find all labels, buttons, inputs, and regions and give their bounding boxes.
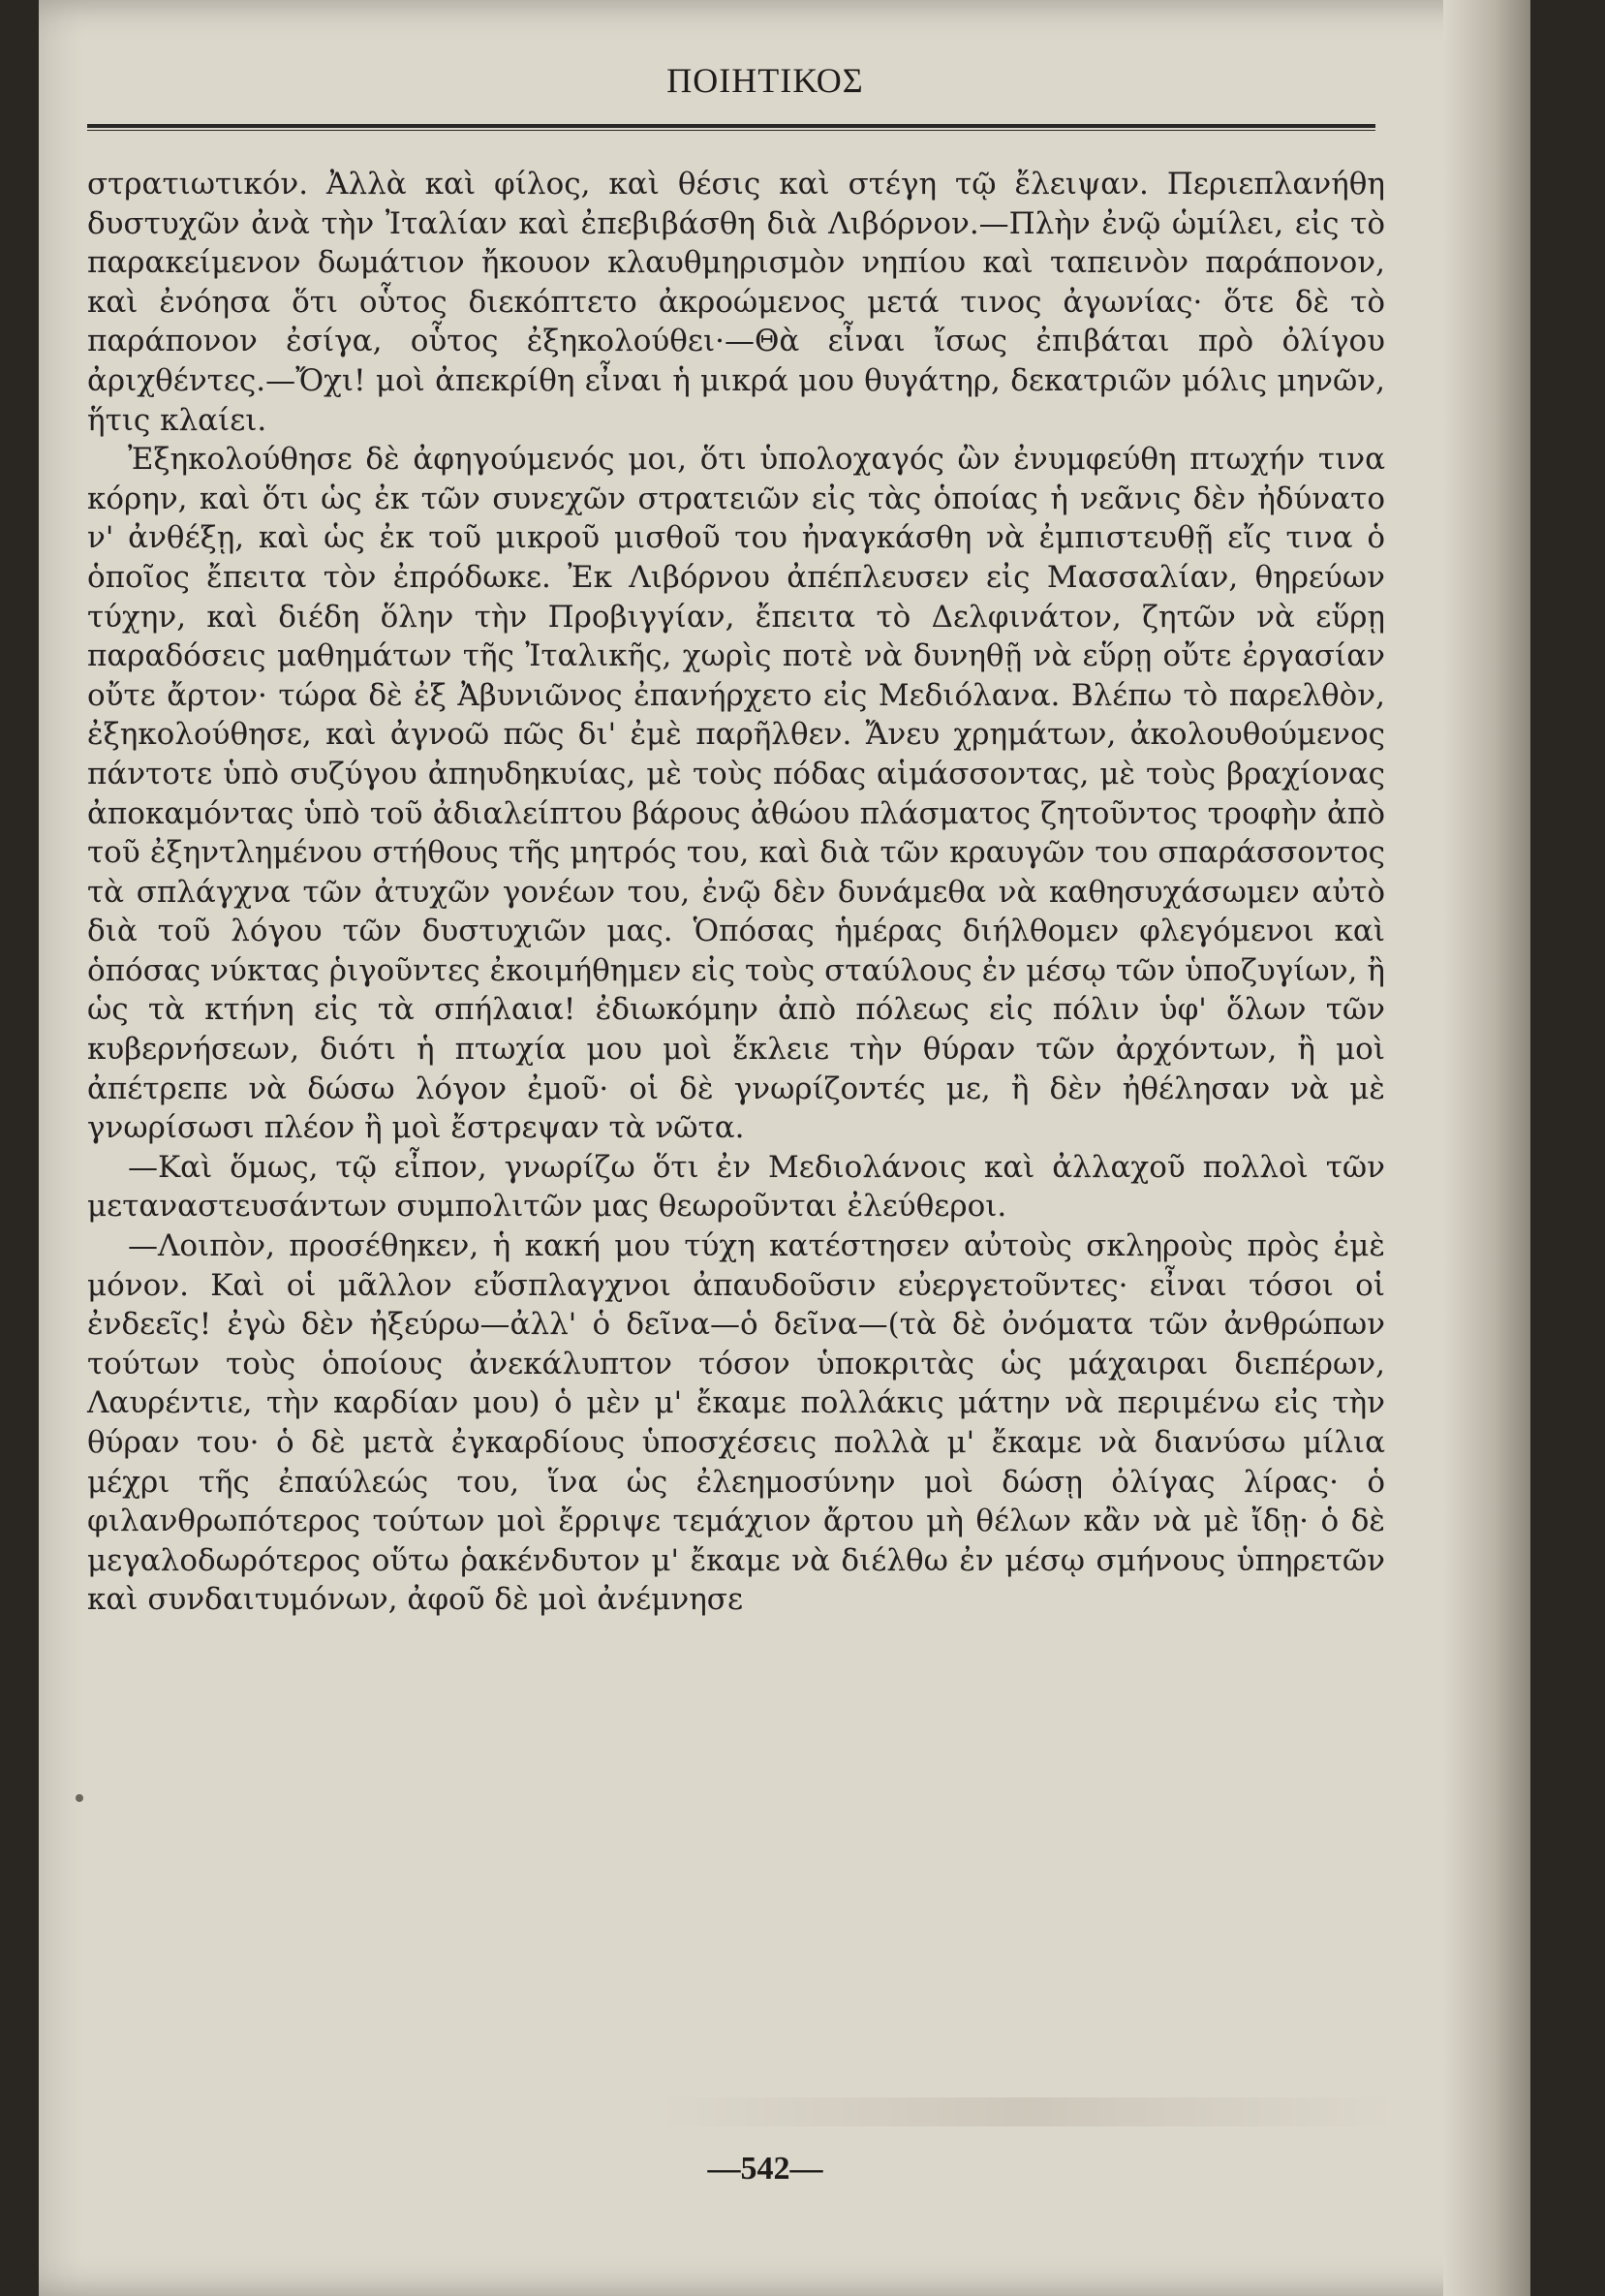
page-number: —542—	[707, 2151, 823, 2187]
paragraph-1: στρατιωτικόν. Ἀλλὰ καὶ φίλος, καὶ θέσις καὶ στέγη τῷ ἔλειψαν. Περιεπλανήθη δυστυχῶν ἀνὰ τὴν Ἰταλίαν καὶ ἐπεβιβάσθη διὰ Λιβόρνον.—Πλὴν ἐνῷ ὡμίλει, εἰς τὸ παρακείμενον δωμάτιον ἤκουον κλαυθμηρισμὸν νηπίου καὶ ταπεινὸν παράπονον, καὶ ἐνόησα ὅτι οὗτος διεκόπτετο ἀκροώμενος μετά τινος ἀγωνίας· ὅτε δὲ τὸ παράπονον ἐσίγα, οὗτος ἐξηκολούθει·—Θὰ εἶναι ἴσως ἐπιβάται πρὸ ὀλίγου ἀριχθέντες.—Ὄχι! μοὶ ἀπεκρίθη εἶναι ἡ μικρά μου θυγάτηρ, δεκατριῶν μόλις μηνῶν, ἥτις κλαίει.	[87, 167, 1385, 438]
running-head: ΠΟΙΗΤΙΚΟΣ	[666, 61, 864, 100]
paragraph-4: —Λοιπὸν, προσέθηκεν, ἡ κακή μου τύχη κατέστησεν αὐτοὺς σκληροὺς πρὸς ἐμὲ μόνον. Καὶ οἱ μᾶλλον εὔσπλαγχνοι ἀπαυδοῦσιν εὐεργετοῦντες· εἶναι τόσοι οἱ ἐνδεεῖς! ἐγὼ δὲν ἠξεύρω—ἀλλ' ὁ δεῖνα—ὁ δεῖνα—(τὰ δὲ ὀνόματα τῶν ἀνθρώπων τούτων τοὺς ὁποίους ἀνεκάλυπτον τόσον ὑποκριτὰς ὡς μάχαιραι διεπέρων, Λαυρέντιε, τὴν καρδίαν μου) ὁ μὲν μ' ἔκαμε πολλάκις μάτην νὰ περιμένω εἰς τὴν θύραν του· ὁ δὲ μετὰ ἐγκαρδίους ὑποσχέσεις πολλὰ μ' ἔκαμε νὰ διανύσω μίλια μέχρι τῆς ἐπαύλεώς του, ἵνα ὡς ἐλεημοσύνην μοὶ δώσῃ ὀλίγας λίρας· ὁ φιλανθρωπότερος τούτων μοὶ ἔρριψε τεμάχιον ἄρτου μὴ θέλων κἂν νὰ μὲ ἴδῃ· ὁ δὲ μεγαλοδωρότερος οὕτω ῥακένδυτον μ' ἔκαμε νὰ διέλθω ἐν μέσῳ σμήνους ὑπηρετῶν καὶ συνδαιτυμόνων, ἀφοῦ δὲ μοὶ ἀνέμνησε	[87, 1228, 1385, 1618]
body-text	[87, 165, 1385, 1620]
paragraph-2: Ἐξηκολούθησε δὲ ἀφηγούμενός μοι, ὅτι ὑπολοχαγός ὢν ἐνυμφεύθη πτωχήν τινα κόρην, καὶ ὅτι ὡς ἐκ τῶν συνεχῶν στρατειῶν εἰς τὰς ὁποίας ἡ νεᾶνις δὲν ἠδύνατο ν' ἀνθέξῃ, καὶ ὡς ἐκ τοῦ μικροῦ μισθοῦ του ἠναγκάσθη νὰ ἐμπιστευθῇ εἴς τινα ὁ ὁποῖος ἔπειτα τὸν ἐπρόδωκε. Ἐκ Λιβόρνου ἀπέπλευσεν εἰς Μασσαλίαν, θηρεύων τύχην, καὶ διέδη ὅλην τὴν Προβιγγίαν, ἔπειτα τὸ Δελφινάτον, ζητῶν νὰ εὕρῃ παραδόσεις μαθημάτων τῆς Ἰταλικῆς, χωρὶς ποτὲ νὰ δυνηθῇ νὰ εὕρῃ οὔτε ἐργασίαν οὔτε ἄρτον· τώρα δὲ ἐξ Ἀβυνιῶνος ἐπανήρχετο εἰς Μεδιόλανα. Βλέπω τὸ παρελθὸν, ἐξηκολούθησε, καὶ ἀγνοῶ πῶς δι' ἐμὲ παρῆλθεν. Ἄνευ χρημάτων, ἀκολουθούμενος πάντοτε ὑπὸ συζύγου ἀπηυδηκυίας, μὲ τοὺς πόδας αἱμάσσοντας, μὲ τοὺς βραχίονας ἀποκαμόντας ὑπὸ τοῦ ἀδιαλείπτου βάρους ἀθώου πλάσματος ζητοῦντος τροφὴν ἀπὸ τοῦ ἐξηντλημένου στήθους τῆς μητρός του, καὶ διὰ τῶν κραυγῶν του σπαράσσοντος τὰ σπλάγχνα τῶν ἀτυχῶν γονέων του, ἐνῷ δὲν δυνάμεθα νὰ καθησυχάσωμεν αὐτὸ διὰ τοῦ λόγου τῶν δυστυχιῶν μας. Ὁπόσας ἡμέρας διήλθομεν φλεγόμενοι καὶ ὁπόσας νύκτας ῥιγοῦντες ἐκοιμήθημεν εἰς τοὺς σταύλους ἐν μέσῳ τῶν ὑποζυγίων, ἢ ὡς τὰ κτήνη εἰς τὰ σπήλαια! ἐδιωκόμην ἀπὸ πόλεως εἰς πόλιν ὑφ' ὅλων τῶν κυβερνήσεων, διότι ἡ πτωχία μου μοὶ ἔκλειε τὴν θύραν τῶν ἀρχόντων, ἢ μοὶ ἀπέτρεπε νὰ δώσω λόγον ἐμοῦ· οἱ δὲ γνωρίζοντές με, ἢ δὲν ἠθέλησαν νὰ μὲ γνωρίσωσι πλέον ἢ μοὶ ἔστρεψαν τὰ νῶτα.	[87, 442, 1385, 1146]
paragraph-3: —Καὶ ὅμως, τῷ εἶπον, γνωρίζω ὅτι ἐν Μεδιολάνοις καὶ ἀλλαχοῦ πολλοὶ τῶν μεταναστευσάντων συμπολιτῶν μας θεωροῦνται ἐλεύθεροι.	[87, 1149, 1385, 1225]
page-gutter-shadow	[1443, 0, 1530, 2296]
book-page	[39, 0, 1530, 2296]
show-through-text	[659, 2097, 1395, 2126]
ink-spot	[76, 1794, 83, 1802]
header-rule	[87, 124, 1375, 131]
